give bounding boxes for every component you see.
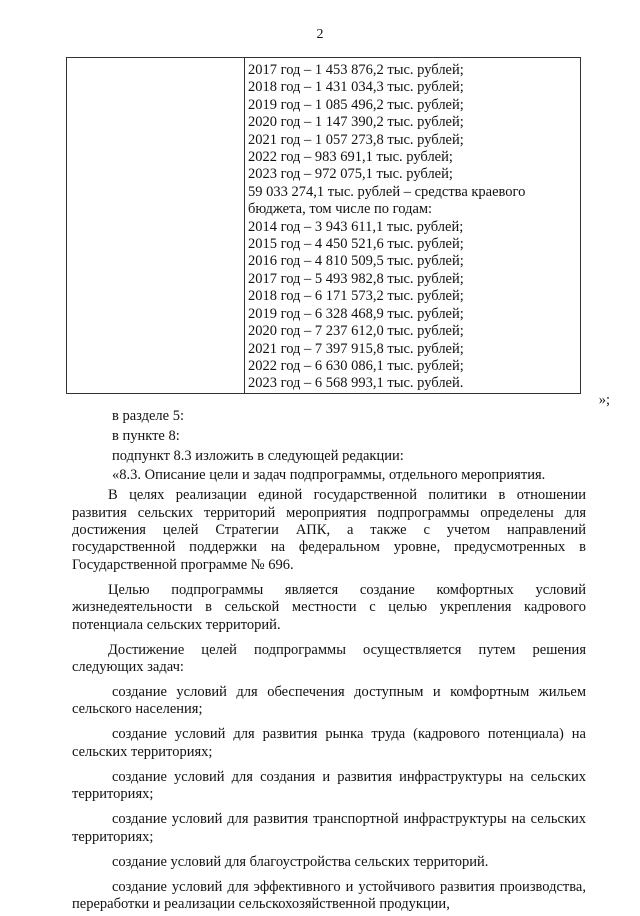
closing-quote: »; bbox=[598, 392, 610, 408]
funding-line: 2019 год – 1 085 496,2 тыс. рублей; bbox=[248, 96, 464, 113]
funding-line: бюджета, том числе по годам: bbox=[248, 201, 433, 218]
funding-line: 2018 год – 6 171 573,2 тыс. рублей; bbox=[248, 288, 464, 305]
funding-line: 2020 год – 7 237 612,0 тыс. рублей; bbox=[248, 323, 464, 340]
task-labor-market: создание условий для развития рынка труда (кадрового потенциала) на сельских территориях; bbox=[72, 726, 586, 760]
paragraph-subitem-8-3: подпункт 8.3 изложить в следующей редакции: bbox=[112, 447, 404, 464]
paragraph-tasks-intro: Достижение целей подпрограммы осуществляется путем решения следующих задач: bbox=[72, 641, 586, 676]
task-improvement: создание условий для благоустройства сельских территорий. bbox=[112, 853, 489, 870]
document-body bbox=[72, 408, 586, 916]
funding-line: 2021 год – 1 057 273,8 тыс. рублей; bbox=[248, 131, 464, 148]
paragraph-policy: В целях реализации единой государственной политики в отношении развития сельских территорий мероприятия подпрограммы определены для достижения целей Стратегии АПК, а также с учетом направлений государственной поддержки на федеральном уровне, предусмотренных в Государственной программе № 696. bbox=[72, 487, 586, 573]
paragraph-heading-8-3: «8.3. Описание цели и задач подпрограммы, отдельного мероприятия. bbox=[112, 467, 546, 484]
funding-line: 2017 год – 5 493 982,8 тыс. рублей; bbox=[248, 270, 464, 287]
funding-line: 2023 год – 6 568 993,1 тыс. рублей. bbox=[248, 375, 464, 392]
paragraph-goal: Целью подпрограммы является создание комфортных условий жизнедеятельности в сельской местности с целью укрепления кадрового потенциала сельских территорий. bbox=[72, 581, 586, 633]
task-infrastructure: создание условий для создания и развития инфраструктуры на сельских территориях; bbox=[72, 768, 586, 803]
task-production: создание условий для эффективного и устойчивого развития производства, переработки и реализации сельскохозяйственной продукции, bbox=[72, 878, 586, 913]
funding-line: 2016 год – 4 810 509,5 тыс. рублей; bbox=[248, 253, 464, 270]
paragraph-section-5: в разделе 5: bbox=[112, 408, 185, 424]
funding-line: 2017 год – 1 453 876,2 тыс. рублей; bbox=[248, 62, 464, 78]
funding-line: 2020 год – 1 147 390,2 тыс. рублей; bbox=[248, 114, 464, 131]
budget-table bbox=[66, 57, 581, 394]
funding-line: 2021 год – 7 397 915,8 тыс. рублей; bbox=[248, 340, 464, 357]
funding-line: 2022 год – 983 691,1 тыс. рублей; bbox=[248, 149, 453, 166]
funding-line: 2019 год – 6 328 468,9 тыс. рублей; bbox=[248, 305, 464, 322]
task-housing: создание условий для обеспечения доступным и комфортным жильем сельского населения; bbox=[72, 684, 586, 718]
funding-line: 2023 год – 972 075,1 тыс. рублей; bbox=[248, 166, 453, 183]
page-number: 2 bbox=[316, 27, 324, 42]
funding-lines bbox=[245, 58, 580, 393]
task-transport: создание условий для развития транспортной инфраструктуры на сельских территориях; bbox=[72, 811, 586, 845]
funding-line: 2018 год – 1 431 034,3 тыс. рублей; bbox=[248, 79, 464, 96]
funding-line: 2022 год – 6 630 086,1 тыс. рублей; bbox=[248, 357, 464, 374]
funding-line: 2015 год – 4 450 521,6 тыс. рублей; bbox=[248, 236, 464, 253]
table-right-cell bbox=[245, 58, 581, 394]
table-left-cell bbox=[67, 58, 245, 394]
funding-line: 59 033 274,1 тыс. рублей – средства краевого bbox=[248, 183, 526, 200]
funding-line: 2014 год – 3 943 611,1 тыс. рублей; bbox=[248, 218, 464, 235]
paragraph-item-8: в пункте 8: bbox=[112, 427, 180, 444]
